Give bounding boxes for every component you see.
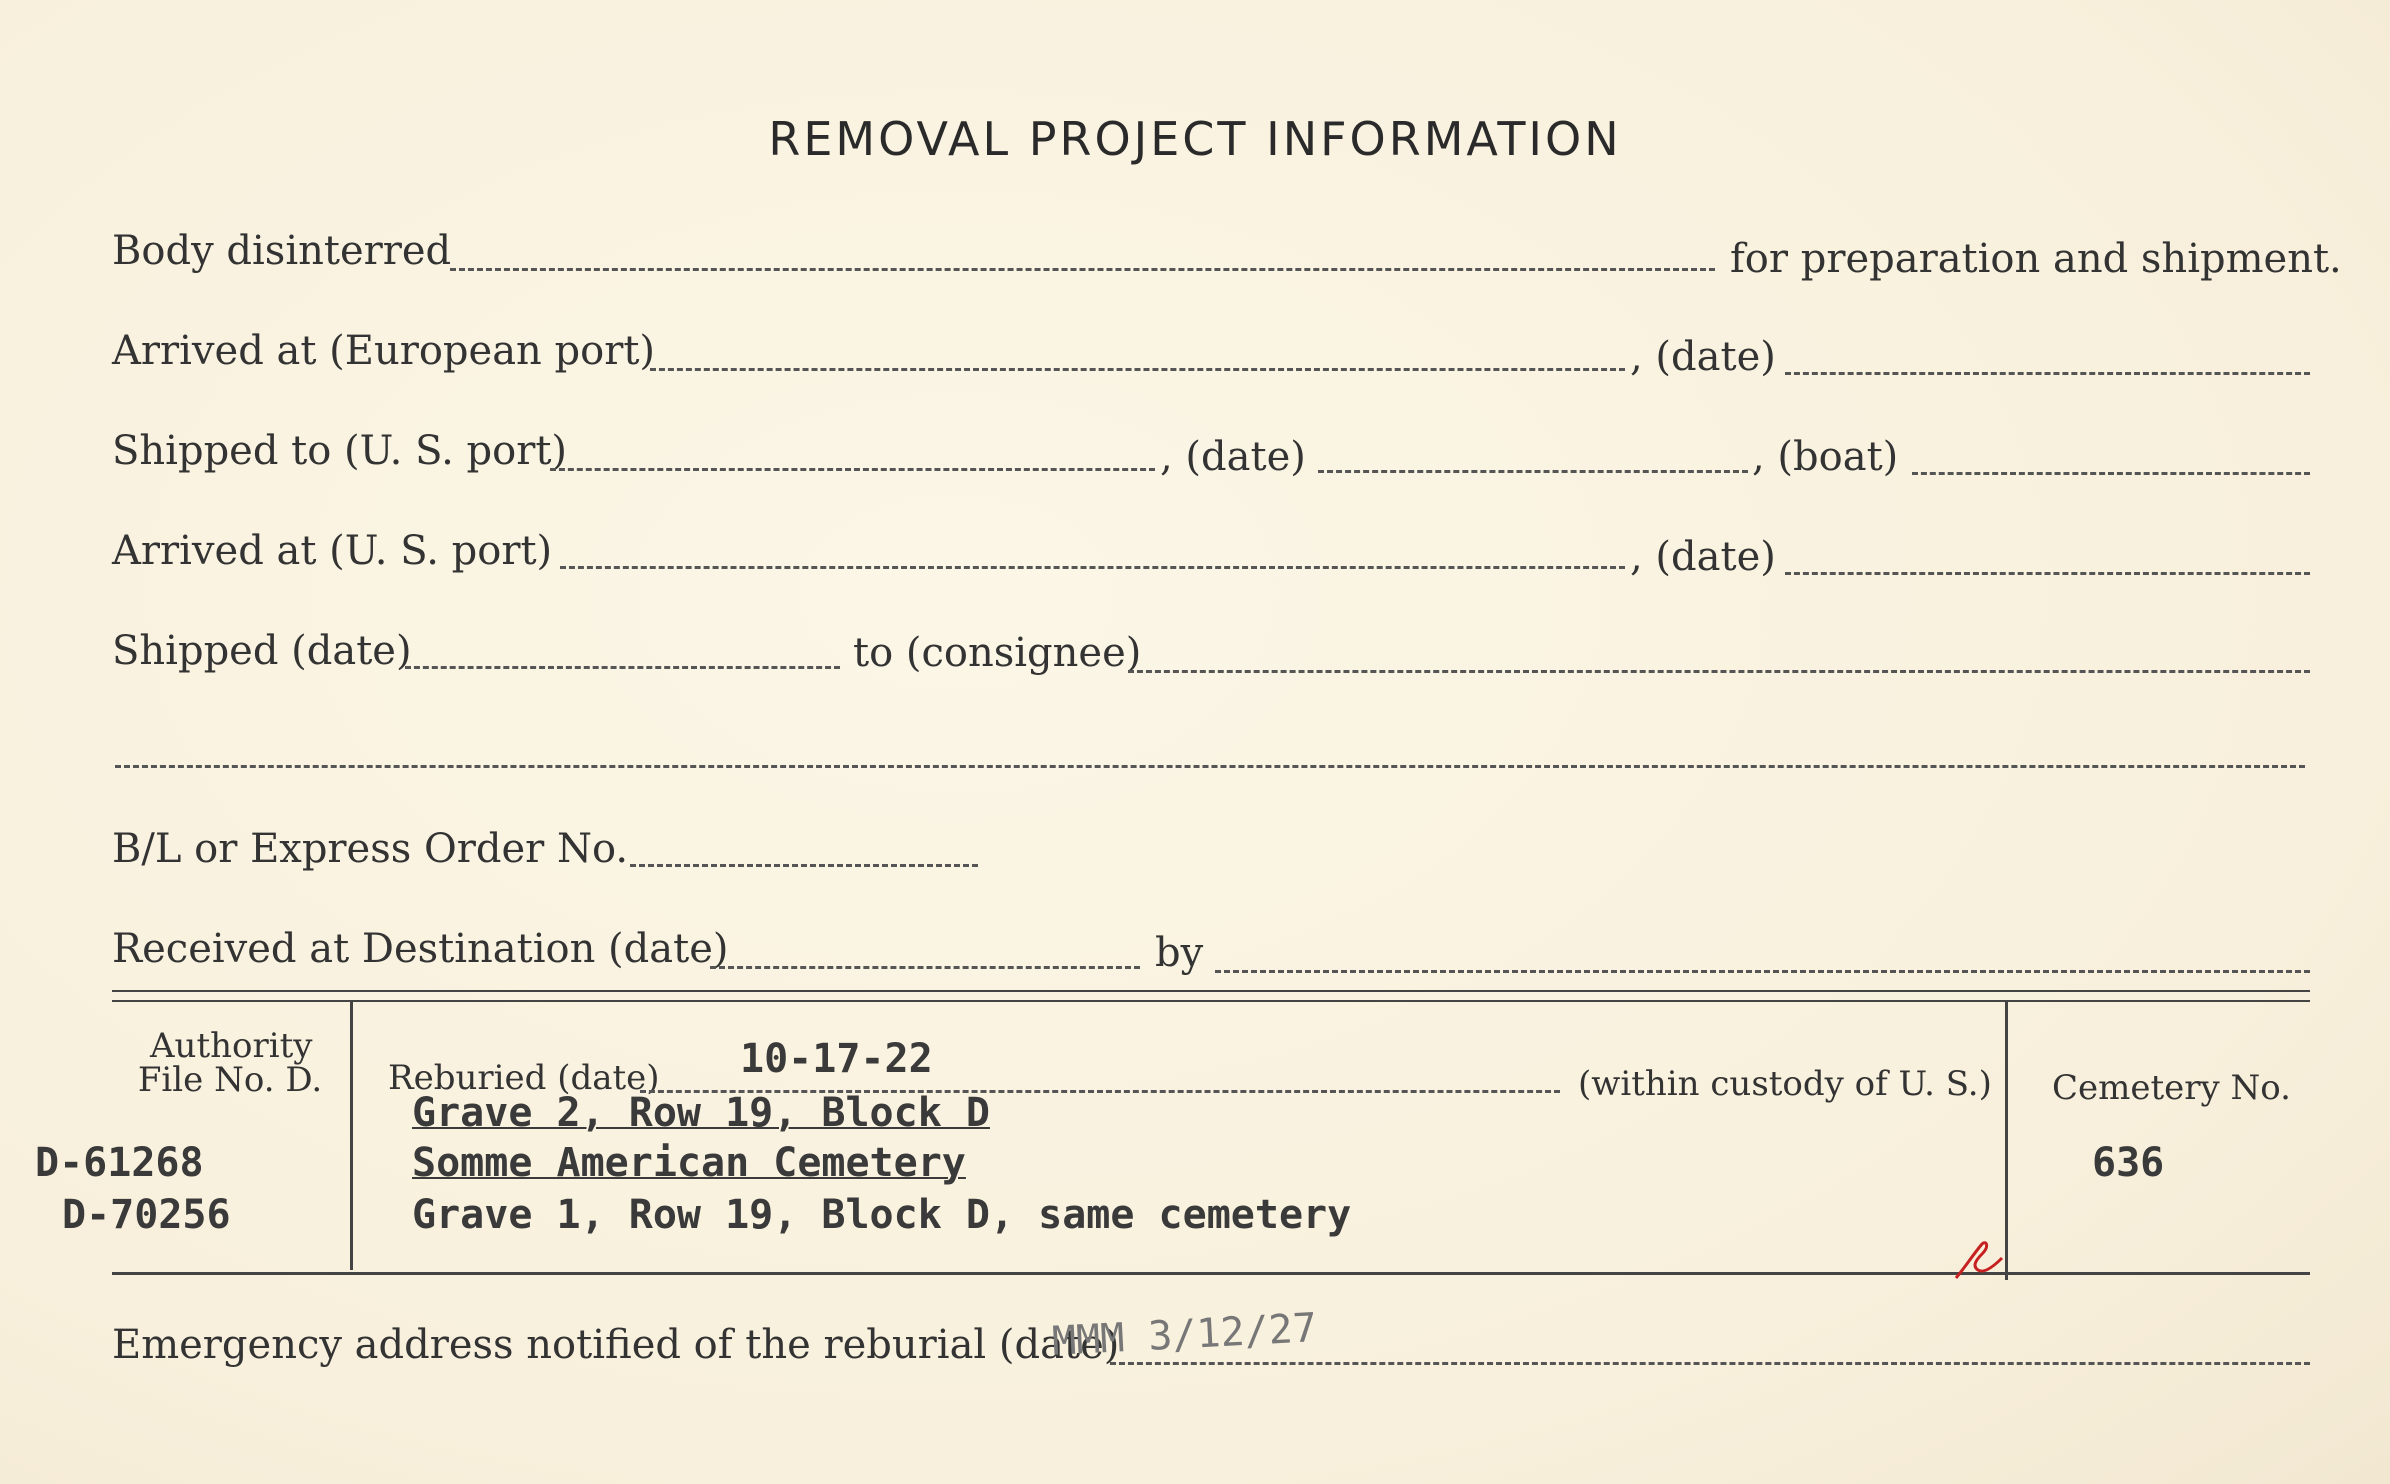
bl-order-line <box>630 864 978 867</box>
red-check-mark-icon <box>1952 1236 2008 1284</box>
shipped-date-row-label: Shipped (date) <box>112 628 412 674</box>
shipped-to-us-port-label: Shipped to (U. S. port) <box>112 428 567 474</box>
section-rule-top-2 <box>112 1000 2310 1002</box>
custody-label: (within custody of U. S.) <box>1578 1064 1992 1104</box>
grave-line-1: Grave 2, Row 19, Block D <box>412 1090 990 1136</box>
boat-line <box>1912 472 2310 475</box>
authority-file-1: D-61268 <box>35 1140 204 1186</box>
shipped-date-label: , (date) <box>1160 434 1306 480</box>
consignee-continuation-line <box>115 765 2305 768</box>
to-consignee-label: to (consignee) <box>853 630 1142 676</box>
page-title: REMOVAL PROJECT INFORMATION <box>768 112 1622 166</box>
arrived-us-date-label: , (date) <box>1630 534 1776 580</box>
emergency-address-label: Emergency address notified of the reburial (date) <box>112 1322 1120 1368</box>
boat-label: , (boat) <box>1752 434 1899 480</box>
body-disinterred-line <box>450 268 1715 271</box>
body-disinterred-label: Body disinterred <box>112 228 452 274</box>
arrived-european-port-line <box>650 368 1625 371</box>
by-label: by <box>1155 930 1204 976</box>
arrived-us-port-label: Arrived at (U. S. port) <box>112 528 553 574</box>
reburied-date-label: Reburied (date) <box>388 1058 660 1098</box>
emergency-address-value: MMM 3/12/27 <box>1050 1305 1318 1365</box>
column-divider-left <box>350 1000 353 1270</box>
arrived-us-port-line <box>560 566 1625 569</box>
prep-shipment-label: for preparation and shipment. <box>1730 236 2342 282</box>
to-consignee-line <box>1128 670 2310 673</box>
reburied-date-value: 10-17-22 <box>740 1036 933 1082</box>
grave-line-2: Grave 1, Row 19, Block D, same cemetery <box>412 1192 1352 1238</box>
by-line <box>1215 970 2310 973</box>
section-rule-top-1 <box>112 990 2310 992</box>
bl-order-label: B/L or Express Order No. <box>112 826 629 872</box>
received-destination-line <box>710 966 1140 969</box>
shipped-date-line <box>1318 470 1748 473</box>
shipped-to-us-port-line <box>550 468 1155 471</box>
cemetery-name-line: Somme American Cemetery <box>412 1140 966 1186</box>
arrived-us-date-line <box>1785 572 2310 575</box>
authority-label: Authority <box>150 1026 313 1066</box>
shipped-date-row-line <box>405 666 840 669</box>
cemetery-no-label: Cemetery No. <box>2052 1068 2291 1108</box>
arrived-european-port-label: Arrived at (European port) <box>112 328 656 374</box>
file-no-label: File No. D. <box>137 1060 323 1100</box>
emergency-address-line <box>1110 1362 2310 1365</box>
arrived-european-date-line <box>1785 372 2310 375</box>
arrived-european-date-label: , (date) <box>1630 334 1776 380</box>
cemetery-no-value: 636 <box>2092 1140 2165 1186</box>
authority-file-2: D-70256 <box>62 1192 231 1238</box>
received-destination-label: Received at Destination (date) <box>112 926 729 972</box>
